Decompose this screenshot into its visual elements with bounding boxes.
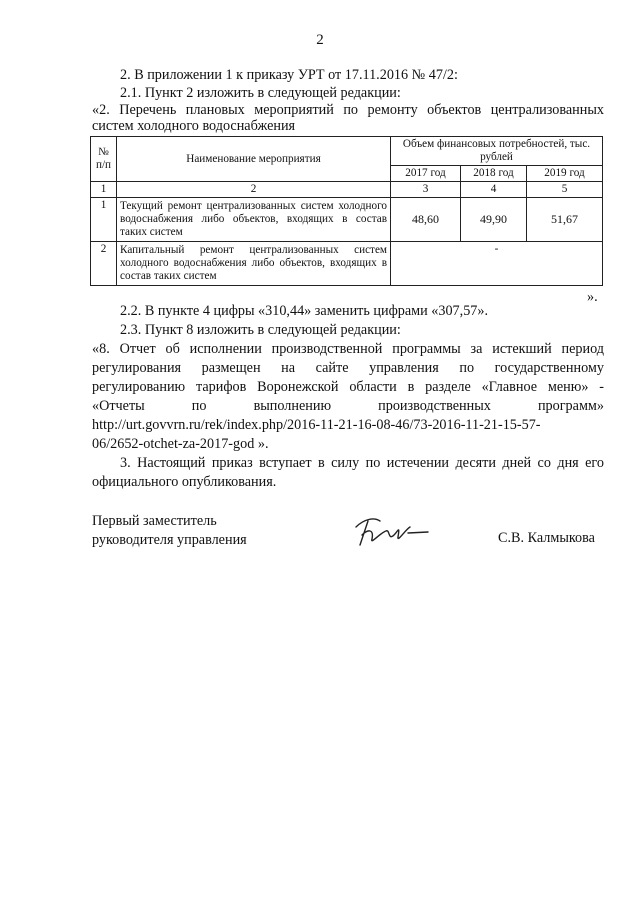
row-name: Капитальный ремонт централизованных систем холодного водоснабжения либо объектов, входящих в состав таких систем — [117, 242, 391, 286]
row-value-2018: 49,90 — [461, 198, 527, 242]
table-row — [91, 242, 603, 286]
table-closing-mark: ». — [587, 289, 598, 305]
header-num: № п/п — [91, 137, 117, 182]
header-year-2017: 2017 год — [391, 166, 461, 182]
row-name: Текущий ремонт централизованных систем холодного водоснабжения либо объектов, входящих в состав таких систем — [117, 198, 391, 242]
signatory-title — [92, 512, 247, 550]
paragraph-8-line: «8. Отчет об исполнении производственной программы за истекший период — [92, 341, 604, 357]
paragraph-3-line-1: 3. Настоящий приказ вступает в силу по истечении десяти дней со дня его — [120, 455, 604, 471]
paragraph-3-line-2: официального опубликования. — [92, 474, 277, 490]
page-number: 2 — [316, 32, 324, 48]
row-num: 2 — [91, 242, 117, 286]
intro-line-4: систем холодного водоснабжения — [92, 118, 296, 134]
paragraph-8-line: регулированию тарифов Воронежской области в разделе «Главное меню» - — [92, 379, 604, 395]
index-cell: 1 — [91, 182, 117, 198]
index-cell: 4 — [461, 182, 527, 198]
paragraph-8-url: http://urt.govvrn.ru/rek/index.php/2016-11-21-16-08-46/73-2016-11-21-15-57- — [92, 417, 541, 433]
row-num: 1 — [91, 198, 117, 242]
intro-line-3: «2. Перечень плановых мероприятий по ремонту объектов централизованных — [92, 102, 604, 118]
row-value-2019: 51,67 — [527, 198, 603, 242]
paragraph-8-url-end: 06/2652-otchet-za-2017-god ». — [92, 436, 269, 452]
intro-line-2: 2.1. Пункт 2 изложить в следующей редакции: — [120, 85, 401, 101]
handwritten-signature — [350, 515, 430, 549]
plan-table — [90, 136, 603, 286]
index-cell: 5 — [527, 182, 603, 198]
paragraph-2-3: 2.3. Пункт 8 изложить в следующей редакции: — [120, 322, 401, 338]
row-value-2017: 48,60 — [391, 198, 461, 242]
paragraph-2-2: 2.2. В пункте 4 цифры «310,44» заменить цифрами «307,57». — [120, 303, 489, 319]
paragraph-8-line: регулирования размещен на сайте управления по государственному — [92, 360, 604, 376]
row-merged-value: - — [391, 242, 603, 286]
header-year-2018: 2018 год — [461, 166, 527, 182]
paragraph-8-line: «Отчеты по выполнению производственных программ» — [92, 398, 604, 414]
signatory-name: С.В. Калмыкова — [498, 530, 595, 546]
header-name: Наименование мероприятия — [117, 137, 391, 182]
header-financing: Объем финансовых потребностей, тыс. рублей — [391, 137, 603, 166]
signatory-title-line-2: руководителя управления — [92, 532, 247, 548]
index-cell: 3 — [391, 182, 461, 198]
index-cell: 2 — [117, 182, 391, 198]
intro-line-1: 2. В приложении 1 к приказу УРТ от 17.11.2016 № 47/2: — [120, 67, 458, 83]
header-year-2019: 2019 год — [527, 166, 603, 182]
table-row — [91, 198, 603, 242]
signatory-title-line-1: Первый заместитель — [92, 513, 217, 529]
